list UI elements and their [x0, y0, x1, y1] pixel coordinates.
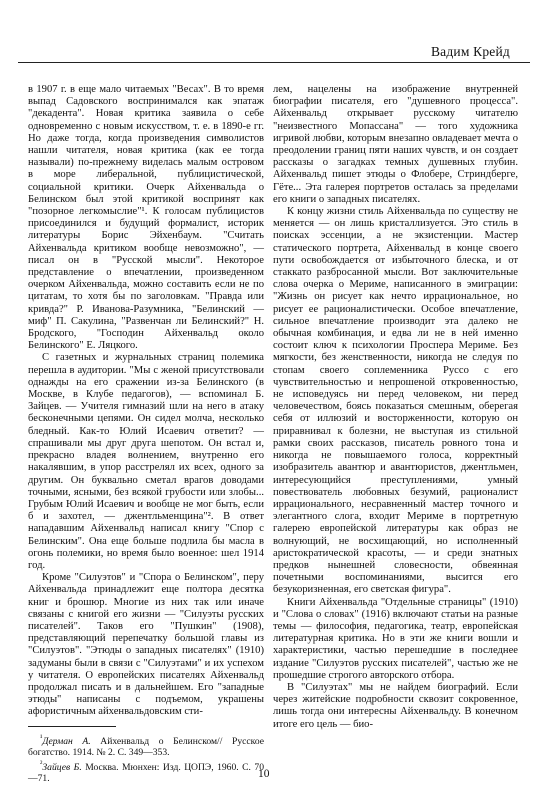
- footnote: [28, 732, 264, 758]
- footnote: [28, 758, 264, 784]
- footnote-text: Москва. Мюнхен: Изд. ЦОПЭ, 1960. С. 70—71.: [28, 761, 265, 784]
- footnote-number: ²: [40, 758, 43, 768]
- footnote-author: Зайцев Б.: [42, 761, 82, 773]
- paragraph: К концу жизни стиль Айхенвальда по существу не меняется — он лишь кристаллизуется. Это стиль в поисках эссенции, а не экзистенции. Мастер статического портрета, Айхенвальд в конце своего пути освобождается от избыточного блеска, и от стаккато разбросанной мысли. Вот заключительные слова очерка о Мериме, написанного в эмиграции: "Жизнь он рисует как нечто иррациональное, но рисует ее рационалистически. Особое впечатление, сильное впечатление производит эта далеко не обычная комбинация, и едва ли не в ней именно состоит ключ к психологии Проспера Мериме. Без мягкости, без женственности, никогда не следуя по стопам своего соплеменника Руссо с его чувствительностью и непрошеной откровенностью, не исповедуясь ни перед человеком, ни перед человечеством, боясь показаться смешным, оберегая себя от иллюзий и восторженности, которую он приравнивал к болезни, не выступая из стильной рамки своих рассказов, писатель ровного тона и никогда не повышаемого голоса, корректный изобразитель авантюр и авантюристов, джентльмен, интересующийся преступлениями, умный повествователь любовных безумий, рационалист иррационального, несравненный мастер точного и элегантного слога, входит Мериме в портретную галерею европейской литературы как образ не волнующий, не восхищающий, но исполненный аристократической красоты, — и среди знатных предков нынешней словесности, обвеянная почетными воспоминаниями, высится его безукоризненная, его светская фигура".: [273, 206, 518, 596]
- footnote-text: Айхенвальд о Белинском// Русское богатство. 1914. № 2. С. 349—353.: [28, 735, 264, 758]
- footnote-number: ¹: [40, 732, 43, 742]
- header-rule: [18, 62, 530, 63]
- right-column: [273, 84, 518, 731]
- paragraph: В "Силуэтах" мы не найдем биографий. Если через житейские подробности сквозит сокровенное, лишь тогда они интересны Айхенвальду. В конечном итоге его цель — био-: [273, 681, 518, 730]
- footnote-author: Дерман А.: [42, 735, 91, 747]
- paragraph: С газетных и журнальных страниц полемика перешла в аудитории. "Мы с женой присутствовали однажды на его сражении из-за Белинского (в Москве, в Клубе педагогов), — вспоминал Б. Зайцев. — Учителя гимназий шли на него в атаку бесконечными цепями. Он сидел молча, несколько бледный. Как-то Юлий Исаевич ответит? — спрашивали мы друг друга шепотом. Он встал и, прекрасно владея волнением, внутренно его накалявшим, в упор расстрелял их всех, одного за другим. Он буквально сметал врагов доводами точными, ясными, без всякой грубости или злобы... Грубым Юлий Исаевич и вообще не мог быть, если б и захотел, — джентльменщина"². В ответ нападавшим Айхенвальд написал книгу "Спор с Белинским". Она еще больше подлила бы масла в огонь полемики, но время было военное: шел 1914 год.: [28, 352, 264, 571]
- left-column: [28, 84, 264, 784]
- footnote-separator: [28, 726, 116, 727]
- paragraph: лем, нацелены на изображение внутренней биографии писателя, его "душевного процесса". Айхенвальд открывает русскому читателю "неизвестного Мопассана" — того художника игривой любви, которым внезапно овладевает мечта о преодолении границ пяти наших чувств, и он создает рассказы о загадках темных душевных глубин. Айхенвальд пишет этюды о Флобере, Стриндберге, Гёте... Эта галерея портретов осталась за пределами его книги о западных писателях.: [273, 84, 518, 205]
- page-number: 10: [258, 768, 270, 780]
- paragraph: в 1907 г. в еще мало читаемых "Весах". В то время выпад Садовского воспринимался как эпатаж "декадента". Новая критика заявила о себе одновременно с новым искусством, т. е. в 1890-е гг. Но даже тогда, когда произведения символистов нашли читателя, новая критика (как ее тогда называли) по-прежнему виделась малым островом в море либеральной, публицистической, социальной критики. Очерк Айхенвальда о Белинском был этой критикой воспринят как "позорное легкомыслие"¹. К голосам публицистов присоединился и будущий формалист, историк литературы Борис Эйхенбаум. "Считать Айхенвальда критиком вообще невозможно", — писал он в "Русской мысли". Некоторое представление о впечатлении, произведенном очерком Айхенвальда, можно составить если не по цитатам, то хотя бы по заголовкам. "Правда или кривда?" Р. Иванова-Разумника, "Белинский — миф" П. Сакулина, "Развенчан ли Белинский?" Н. Бродского, "Господин Айхенвальд около Белинского" Е. Ляцкого.: [28, 84, 264, 352]
- paragraph: Книги Айхенвальда "Отдельные страницы" (1910) и "Слова о словах" (1916) включают статьи на разные темы — философия, педагогика, театр, европейская литературная критика. Но в эти же книги вошли и характеристики, частью перешедшие в последнее издание "Силуэтов русских писателей", частью же не прошедшие строгого авторского отбора.: [273, 596, 518, 681]
- paragraph: Кроме "Силуэтов" и "Спора о Белинском", перу Айхенвальда принадлежит еще полтора десятка книг и брошюр. Многие из них так или иначе связаны с книгой его жизни — "Силуэты русских писателей". Таков его "Пушкин" (1908), представляющий перепечатку большой главы из "Силуэтов". "Этюды о западных писателях" (1910) задуманы были в связи с "Силуэтами" и их успехом у читателя. О европейских писателях Айхенвальд продолжал писать и в дальнейшем. Его "западные этюды" написаны с подъемом, украшены афористичным айхенвальдовским сти-: [28, 572, 264, 718]
- running-header: Вадим Крейд: [430, 44, 510, 59]
